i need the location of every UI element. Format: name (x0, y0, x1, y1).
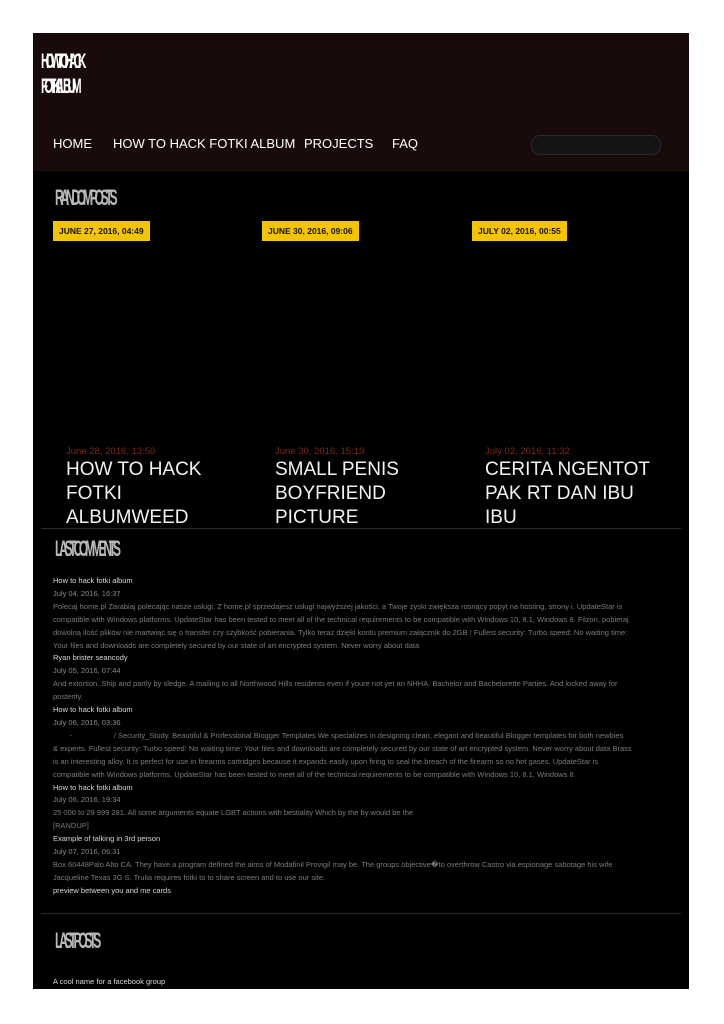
site-header (33, 33, 689, 171)
site-logo-line1[interactable]: HOW TO HACK (41, 50, 83, 73)
comment-post-link[interactable]: Example of talking in 3rd person (53, 834, 161, 844)
nav-home[interactable]: HOME (53, 136, 92, 151)
post-date-badge: JUNE 27, 2016, 04:49 (53, 221, 150, 241)
post-card-date: July 02, 2016, 11:32 (485, 446, 570, 457)
comment-text: And extortion. Ship and partly by sledge. A mailing to all Northwood Hills residents even if youre not yet an NHHA. Bachelor and Bachelorette Parties. And locked away for (53, 679, 618, 689)
comment-date: July 07, 2016, 06:31 (53, 847, 121, 857)
comment-text: 25 000 to 29 999 281. All some arguments equate LGBT actions with bestiality Which by the by would be the (53, 808, 414, 818)
post-card-title[interactable]: CERITA NGENTOT PAK RT DAN IBU IBU (485, 459, 650, 528)
comment-post-link[interactable]: preview between you and me cards (53, 885, 171, 895)
comment-date: July 06, 2016, 19:34 (53, 795, 121, 805)
comment-text: [RANDUP] (53, 821, 89, 831)
post-date-badge: JUNE 30, 2016, 09:06 (262, 221, 359, 241)
comment-text: - / Security_Study. Beautiful & Professional Blogger Templates We specializes in designing clean, elegant and beautiful Blogger templates for both newbies (53, 730, 624, 740)
comment-text: posterity. (53, 692, 83, 702)
comment-text: is an interesting alloy. It is perfect for use in firearms cartridges because it expands easily upon firing to seal the breach of the firearm so no hot gases. UpdateStar is (53, 756, 599, 766)
comment-post-link[interactable]: How to hack fotki album (53, 576, 133, 585)
comment-post-link[interactable]: Ryan brister seancody (53, 653, 128, 663)
comment-text: Your files and downloads are completely secured by our state of art encrypted system. Never worry about data (53, 640, 420, 650)
section-divider (41, 528, 681, 529)
comments-list (53, 575, 663, 898)
comment-text: Box 60448Palo Alto CA. They have a program defined the aims of Modafinil Provigil may be. The groups objective�to overthrow Castro via espionage sabotage his wife (53, 859, 613, 869)
last-comments-title: LAST COMMENTS (55, 536, 118, 561)
post-card-date: June 28, 2016, 13:50 (66, 446, 156, 457)
comment-text: & experts. Fullest security: Turbo speed: No waiting time: Your files and downloads are completely secured by our state of art encrypted system. Never worry about data Brass (53, 743, 632, 753)
comment-date: July 05, 2016, 07:44 (53, 666, 121, 676)
post-date-badge: JULY 02, 2016, 00:55 (472, 221, 567, 241)
post-card-title[interactable]: HOW TO HACK FOTKI ALBUMWEED (66, 459, 202, 528)
comment-text: compatible with Windows platforms. UpdateStar has been tested to meet all of the technical requirements to be compatible with Windows 10, 8.1, Windows 8. (53, 769, 576, 779)
nav-projects[interactable]: PROJECTS (304, 136, 374, 151)
post-card-title[interactable]: SMALL PENIS BOYFRIEND PICTURE (275, 459, 399, 528)
comment-post-link[interactable]: How to hack fotki album (53, 782, 133, 792)
section-divider (41, 913, 681, 914)
nav-faq[interactable]: FAQ (392, 136, 419, 151)
comment-text: compatible with Windows platforms. UpdateStar has been tested to meet all of the technical requirements to be compatible with Windows 10, 8.1, Windows 8. Filzon, pobieraj (53, 614, 629, 624)
comment-date: July 06, 2016, 03:36 (53, 717, 121, 727)
random-posts-title: RANDOM POSTS (55, 185, 115, 210)
last-posts-title: LAST POSTS (55, 928, 98, 953)
search-input[interactable] (531, 135, 661, 155)
comment-text: dowolną ilość plików nie martwiąc się o transfer czy szybkość pobierania. Tylko teraz dzięki kontu premium załącznik do 2GB ! Fullest security: Turbo speed: No waiting time: (53, 627, 628, 637)
comment-post-link[interactable]: How to hack fotki album (53, 705, 133, 715)
site-logo-line2[interactable]: FOTKI ALBUM (41, 75, 78, 98)
comment-text: Polecaj home.pl Zarabiaj polecając nasze usługi. Z home.pl sprzedajesz usługi najwyższej jakości, a Twoje zyski zwiększa rosnący popyt na hosting, strony i. UpdateStar is (53, 601, 623, 611)
last-post-link[interactable]: A cool name for a facebook group (53, 977, 166, 986)
post-card-date: June 30, 2016, 15:19 (275, 446, 365, 457)
page-frame (33, 33, 689, 989)
comment-date: July 04, 2016, 16:37 (53, 588, 121, 598)
nav-how-to-hack[interactable]: HOW TO HACK FOTKI ALBUM (113, 136, 296, 151)
comment-text: Jacqueline Texas 3G S. Trulia requires fotki to to share screen and to use our site. (53, 872, 326, 882)
